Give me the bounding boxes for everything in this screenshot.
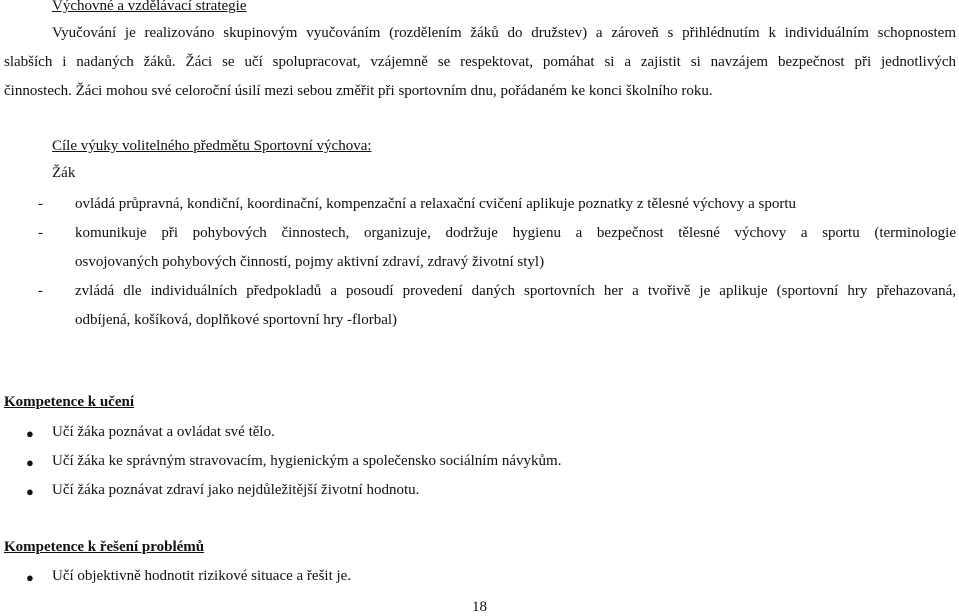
bullet-icon: ● [26, 570, 34, 585]
strategy-text-line-2: slabších i nadaných žáků. Žáci se učí spolupracovat, vzájemně se respektovat, pomáhat si a zajistit si navzájem bezpečnost při jednotlivých [4, 54, 956, 70]
goals-subject: Žák [52, 165, 76, 181]
goal-item-line: osvojovaných pohybových činností, pojmy aktivní zdraví, zdravý životní styl) [75, 254, 545, 270]
bullet-icon: ● [26, 455, 34, 470]
page-number: 18 [472, 599, 487, 615]
bullet-icon: ● [26, 426, 34, 441]
list-item-text: Učí objektivně hodnotit rizikové situace a řešit je. [52, 568, 352, 584]
dash-marker: - [38, 225, 43, 241]
competence-learning-heading: Kompetence k učení [4, 394, 134, 410]
list-item-text: Učí žáka poznávat a ovládat své tělo. [52, 424, 275, 440]
competence-problems-heading: Kompetence k řešení problémů [4, 539, 205, 555]
goal-item-line: zvládá dle individuálních předpokladů a posoudí provedení daných sportovních her a tvořivě je aplikuje (sportovní hry přehazovaná, [75, 283, 956, 299]
strategy-heading: Výchovné a vzdělávací strategie [52, 0, 247, 14]
list-item-text: Učí žáka poznávat zdraví jako nejdůležitější životní hodnotu. [52, 482, 420, 498]
strategy-text-line-1: Vyučování je realizováno skupinovým vyučováním (rozdělením žáků do družstev) a zároveň s přihlédnutím k individuálním schopnostem [52, 25, 956, 41]
bullet-icon: ● [26, 484, 34, 499]
dash-marker: - [38, 283, 43, 299]
goal-item-line: ovládá průpravná, kondiční, koordinační, kompenzační a relaxační cvičení aplikuje poznatky z tělesné výchovy a sportu [75, 196, 796, 212]
goal-item-line: komunikuje při pohybových činnostech, organizuje, dodržuje hygienu a bezpečnost tělesné výchovy a sportu (terminologie [75, 225, 956, 241]
goals-heading: Cíle výuky volitelného předmětu Sportovní výchova: [52, 138, 372, 154]
list-item-text: Učí žáka ke správným stravovacím, hygienickým a společensko sociálním návykům. [52, 453, 562, 469]
dash-marker: - [38, 196, 43, 212]
goal-item-line: odbíjená, košíková, doplňkové sportovní hry -florbal) [75, 312, 398, 328]
strategy-text-line-3: činnostech. Žáci mohou své celoroční úsilí mezi sebou změřit při sportovním dnu, pořádaném ke konci školního roku. [4, 83, 713, 99]
